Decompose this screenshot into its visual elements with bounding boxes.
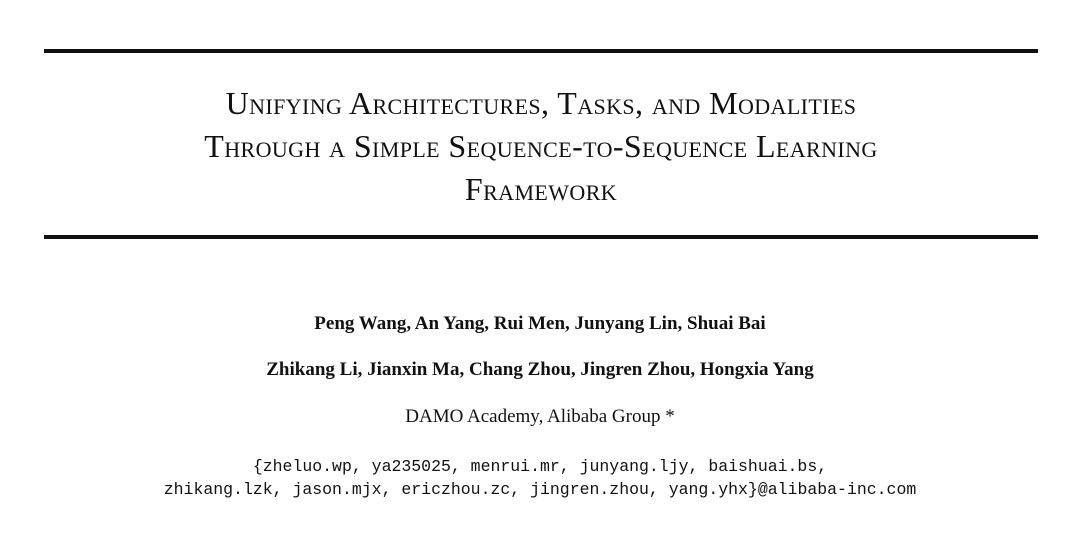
paper-title-line-3: Framework [464, 171, 618, 207]
paper-title [44, 82, 1038, 211]
title-bottom-rule [44, 235, 1038, 239]
email-line-1: {zheluo.wp, ya235025, menrui.mr, junyang.ljy, baishuai.bs, [252, 457, 828, 476]
author-list-line-1: Peng Wang, An Yang, Rui Men, Junyang Lin, Shuai Bai [314, 313, 766, 334]
title-top-rule [44, 49, 1038, 53]
affiliation: DAMO Academy, Alibaba Group * [405, 406, 675, 427]
email-line-2: zhikang.lzk, jason.mjx, ericzhou.zc, jingren.zhou, yang.yhx}@alibaba-inc.com [163, 480, 917, 499]
paper-title-line-2: Through a Simple Sequence-to-Sequence Learning [204, 128, 878, 164]
paper-title-line-1: Unifying Architectures, Tasks, and Modalities [225, 85, 857, 121]
author-list-line-2: Zhikang Li, Jianxin Ma, Chang Zhou, Jingren Zhou, Hongxia Yang [266, 359, 814, 380]
email-block [0, 455, 1080, 501]
